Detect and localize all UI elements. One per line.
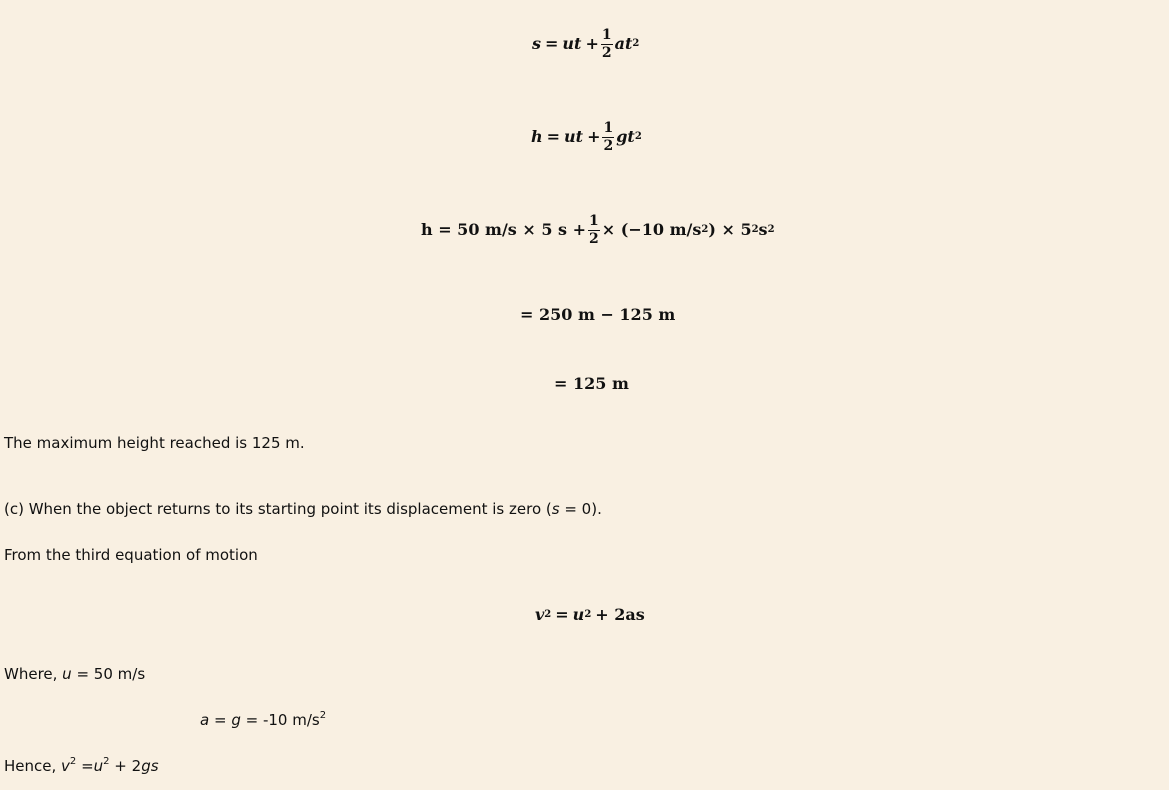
hence-u-exp: 2 [103, 756, 110, 767]
equation-result [554, 376, 629, 392]
eq3-part4: s [758, 220, 768, 240]
eq6-rhs1: u [572, 605, 585, 624]
eq3-part1: h = 50 m/s × 5 s + [421, 220, 587, 240]
eq3-frac-den: 2 [589, 230, 599, 247]
eq6-rest: + 2as [595, 605, 645, 624]
equation-height: h = ut + $\frac{1}{2}$ gt 2 [531, 120, 642, 154]
where-prefix: Where, [4, 665, 63, 683]
eq1-term2: at [614, 34, 633, 54]
hence-eq: = [76, 757, 94, 775]
eq2-plus: + [587, 127, 601, 147]
eq3-part3: ) × 5 [708, 220, 752, 240]
eq5-text: = 125 m [554, 374, 629, 393]
eq1-rel: = [545, 34, 559, 54]
eq1-lhs: s [532, 34, 542, 54]
eq2-rel: = [546, 127, 561, 147]
part-c-statement [4, 500, 602, 518]
eq1-plus: + [585, 34, 599, 54]
third-equation-statement: From the third equation of motion [4, 546, 258, 564]
eq1-frac-den: 2 [601, 44, 612, 61]
eq6-rel: = [555, 605, 569, 624]
eq2-term2: gt [616, 127, 635, 147]
eq2-frac-num: 1 [603, 120, 614, 136]
hence-v-exp: 2 [69, 756, 77, 767]
hence-statement [4, 757, 159, 775]
hence-v: v [61, 757, 70, 775]
where-u-statement [4, 665, 145, 683]
hence-prefix: Hence, [4, 757, 62, 775]
part-c-prefix: (c) When the object returns to its starting point its displacement is zero ( [4, 500, 552, 518]
eq3-fraction [588, 214, 600, 246]
eq6-lhs: v [535, 605, 545, 624]
where-var: u [62, 665, 72, 683]
eq3-part2: × (−10 m/s [601, 220, 702, 240]
g-var: g [231, 711, 241, 729]
eq3-frac-num: 1 [589, 213, 599, 229]
eq2-lhs: h [531, 127, 543, 147]
eq2-fraction [602, 121, 614, 153]
equation-displacement: s = ut + $\frac{1}{2}$ at 2 [532, 27, 640, 61]
part-c-suffix: = 0). [559, 500, 602, 518]
g-exp: 2 [319, 710, 327, 721]
eq2-term1: ut [564, 127, 584, 147]
a-var: a [200, 711, 210, 729]
g-value: = -10 m/s [240, 711, 320, 729]
a-equals-g-statement [200, 711, 326, 729]
eq1-fraction [601, 28, 613, 60]
a-eq: = [209, 711, 232, 729]
eq1-frac-num: 1 [601, 27, 612, 43]
equation-subtraction [520, 307, 675, 323]
hence-gs: gs [141, 757, 159, 775]
hence-u: u [93, 757, 104, 775]
where-value: = 50 m/s [71, 665, 146, 683]
eq4-text: = 250 m − 125 m [520, 305, 676, 324]
eq1-term1: ut [562, 34, 582, 54]
part-c-var: s [551, 500, 560, 518]
equation-third-motion: v 2 = u 2 + 2as [535, 605, 645, 624]
hence-rest: + 2 [109, 757, 142, 775]
equation-substitution: h = 50 m/s × 5 s + $\frac{1}{2}$ × (−10 m/s 2 ) × 5 2 s 2 [421, 213, 775, 247]
eq2-frac-den: 2 [603, 137, 614, 154]
max-height-statement: The maximum height reached is 125 m. [4, 434, 305, 452]
